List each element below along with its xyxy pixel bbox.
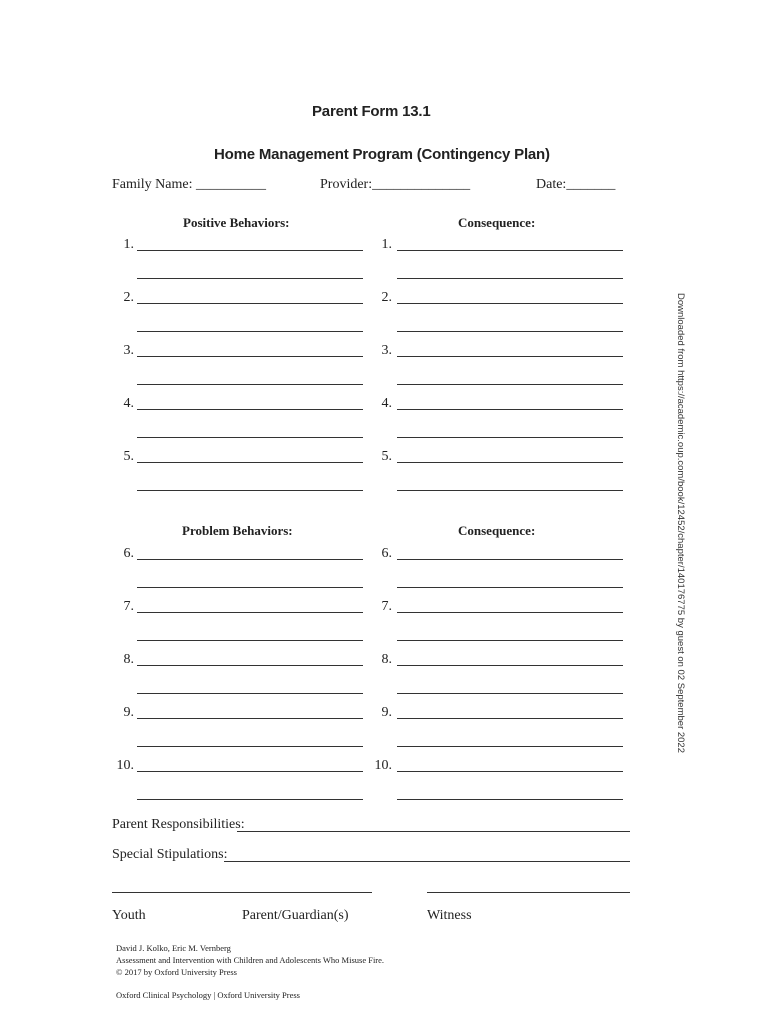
positive-consequence-heading: Consequence: (458, 215, 536, 230)
consequence-line-continued[interactable] (397, 693, 623, 694)
behavior-line[interactable] (137, 462, 363, 463)
consequence-line-continued[interactable] (397, 384, 623, 385)
footer-authors: David J. Kolko, Eric M. Vernberg (116, 943, 231, 953)
witness-label: Witness (427, 908, 472, 923)
footer-series: Oxford Clinical Psychology | Oxford University Press (116, 990, 300, 1000)
behavior-line[interactable] (137, 718, 363, 719)
consequence-number: 2. (381, 290, 392, 305)
consequence-line[interactable] (397, 559, 623, 560)
consequence-number: 10. (374, 758, 392, 773)
behavior-line[interactable] (137, 612, 363, 613)
positive-behaviors-heading: Positive Behaviors: (183, 215, 290, 230)
consequence-line[interactable] (397, 612, 623, 613)
special-stipulations-line[interactable] (224, 861, 630, 862)
behavior-line[interactable] (137, 409, 363, 410)
special-stipulations-label: Special Stipulations: (112, 847, 228, 862)
consequence-line-continued[interactable] (397, 587, 623, 588)
parent-responsibilities-line[interactable] (237, 831, 630, 832)
consequence-line-continued[interactable] (397, 437, 623, 438)
consequence-line[interactable] (397, 771, 623, 772)
form-number: Parent Form 13.1 (312, 103, 431, 120)
consequence-line[interactable] (397, 665, 623, 666)
behavior-line[interactable] (137, 356, 363, 357)
parent-responsibilities-label: Parent Responsibilities: (112, 817, 245, 832)
consequence-line-continued[interactable] (397, 490, 623, 491)
consequence-line-continued[interactable] (397, 640, 623, 641)
behavior-line-continued[interactable] (137, 384, 363, 385)
problem-behaviors-heading: Problem Behaviors: (182, 523, 293, 538)
behavior-number: 7. (123, 599, 134, 614)
youth-label: Youth (112, 908, 146, 923)
behavior-line-continued[interactable] (137, 490, 363, 491)
consequence-line-continued[interactable] (397, 278, 623, 279)
behavior-line-continued[interactable] (137, 278, 363, 279)
behavior-number: 4. (123, 396, 134, 411)
consequence-line[interactable] (397, 356, 623, 357)
behavior-number: 6. (123, 546, 134, 561)
footer-book-title: Assessment and Intervention with Children and Adolescents Who Misuse Fire. (116, 955, 385, 965)
consequence-line-continued[interactable] (397, 799, 623, 800)
consequence-number: 1. (381, 237, 392, 252)
consequence-number: 6. (381, 546, 392, 561)
download-watermark: Downloaded from https://academic.oup.com/book/12452/chapter/140176775 by guest on 02 September 2022 (675, 293, 686, 754)
behavior-number: 3. (123, 343, 134, 358)
behavior-number: 10. (116, 758, 134, 773)
behavior-line-continued[interactable] (137, 331, 363, 332)
consequence-line[interactable] (397, 409, 623, 410)
consequence-number: 7. (381, 599, 392, 614)
footer-copyright: © 2017 by Oxford University Press (116, 967, 237, 977)
behavior-line-continued[interactable] (137, 693, 363, 694)
date-field[interactable]: Date:_______ (536, 177, 616, 192)
consequence-line[interactable] (397, 250, 623, 251)
consequence-line[interactable] (397, 303, 623, 304)
behavior-number: 8. (123, 652, 134, 667)
consequence-number: 3. (381, 343, 392, 358)
behavior-line[interactable] (137, 665, 363, 666)
consequence-number: 5. (381, 449, 392, 464)
youth-parent-signature-line[interactable] (112, 892, 372, 893)
parent-guardian-label: Parent/Guardian(s) (242, 908, 349, 923)
problem-consequence-heading: Consequence: (458, 523, 536, 538)
behavior-line[interactable] (137, 559, 363, 560)
behavior-number: 2. (123, 290, 134, 305)
behavior-number: 5. (123, 449, 134, 464)
witness-signature-line[interactable] (427, 892, 630, 893)
behavior-line-continued[interactable] (137, 746, 363, 747)
behavior-number: 9. (123, 705, 134, 720)
behavior-number: 1. (123, 237, 134, 252)
behavior-line-continued[interactable] (137, 799, 363, 800)
consequence-line-continued[interactable] (397, 331, 623, 332)
consequence-number: 8. (381, 652, 392, 667)
family-name-field[interactable]: Family Name: __________ (112, 177, 266, 192)
behavior-line-continued[interactable] (137, 640, 363, 641)
behavior-line[interactable] (137, 250, 363, 251)
consequence-line[interactable] (397, 718, 623, 719)
behavior-line[interactable] (137, 303, 363, 304)
provider-field[interactable]: Provider:______________ (320, 177, 471, 192)
behavior-line-continued[interactable] (137, 587, 363, 588)
consequence-line[interactable] (397, 462, 623, 463)
consequence-number: 9. (381, 705, 392, 720)
behavior-line-continued[interactable] (137, 437, 363, 438)
behavior-line[interactable] (137, 771, 363, 772)
consequence-number: 4. (381, 396, 392, 411)
consequence-line-continued[interactable] (397, 746, 623, 747)
form-title: Home Management Program (Contingency Plan) (214, 146, 550, 163)
